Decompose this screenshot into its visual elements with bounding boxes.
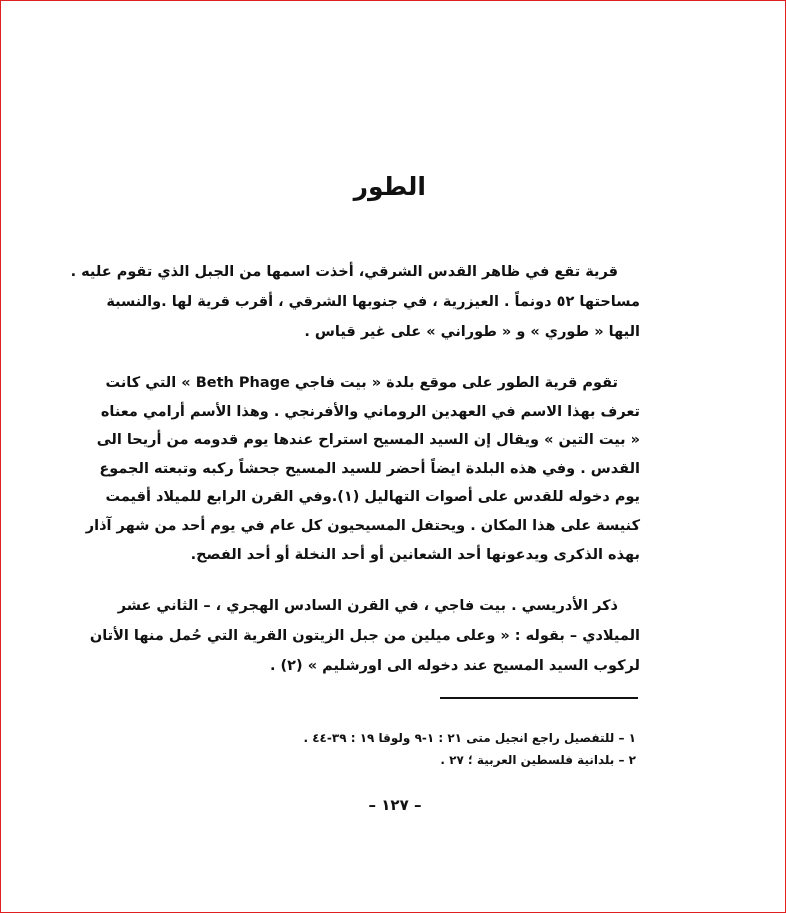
paragraph-2-line-4: القدس . وفي هذه البلدة ايضاً أحضر للسيد المسيح جحشاً ركبه وتبعته الجموع: [99, 461, 640, 477]
paragraph-2-line-5: يوم دخوله للقدس على أصوات التهاليل (١).وفي القرن الرابع للميلاد أقيمت: [105, 489, 640, 505]
paragraph-2-line-7: بهذه الذكرى ويدعونها أحد الشعانين أو أحد النخلة أو أحد الفصح.: [190, 547, 640, 563]
paragraph-2-line-1: تقوم قرية الطور على موقع بلدة « بيت فاجي Beth Phage » التي كانت: [105, 375, 618, 391]
paragraph-3-line-2: الميلادي – بقوله : « وعلى ميلين من جبل الزيتون القرية التي حُمل منها الأتان: [89, 628, 640, 644]
paragraph-1-line-1: قرية تقع في ظاهر القدس الشرقي، أخذت اسمها من الجبل الذي تقوم عليه .: [70, 264, 618, 280]
paragraph-1-line-2: مساحتها ٥٢ دونماً . العيزرية ، في جنوبها الشرقي ، أقرب قرية لها .والنسبة: [106, 294, 640, 310]
footnote-2: ٢ – بلدانية فلسطين العربية ؛ ٢٧ .: [440, 753, 636, 767]
paragraph-3-line-3: لركوب السيد المسيح عند دخوله الى اورشليم » (٢) .: [269, 658, 640, 674]
paragraph-1-line-3: اليها « طوري » و « طوراني » على غير قياس .: [304, 324, 640, 340]
footnote-divider: [440, 697, 638, 699]
footnote-1: ١ – للتفصيل راجع انجيل متى ٢١ : ١-٩ ولوقا ١٩ : ٣٩-٤٤ .: [303, 731, 636, 745]
paragraph-2-line-6: كنيسة على هذا المكان . ويحتفل المسيحيون كل عام في يوم أحد من شهر آذار: [85, 518, 640, 534]
paragraph-2-line-2: تعرف بهذا الاسم في العهدين الروماني والأفرنجي . وهذا الأسم أرامي معناه: [100, 404, 640, 420]
page-number: – ١٢٧ –: [368, 796, 422, 814]
page-title: الطور: [353, 172, 426, 201]
paragraph-2-line-3: « بيت التين » ويقال إن السيد المسيح استراح عندها يوم قدومه من أريحا الى: [96, 432, 640, 448]
paragraph-3-line-1: ذكر الأدريسي . بيت فاجي ، في القرن السادس الهجري ، – الثاني عشر: [117, 598, 618, 614]
